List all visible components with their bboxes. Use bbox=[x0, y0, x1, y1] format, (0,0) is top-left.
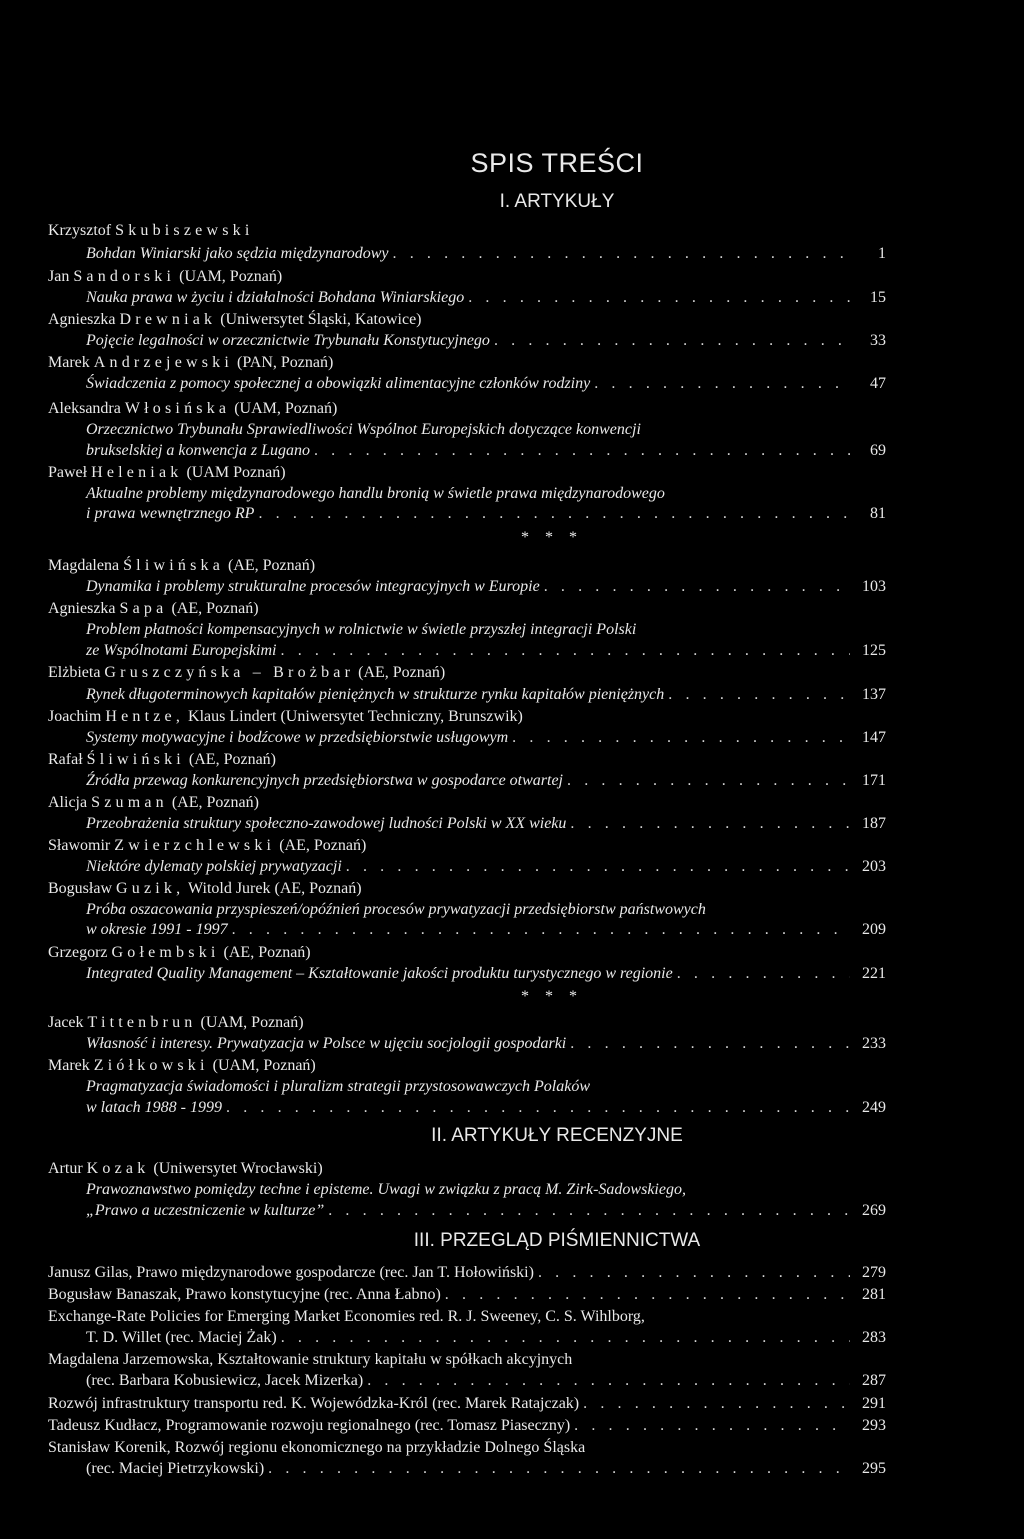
toc-entry-title-line[interactable]: Pragmatyzacja świadomości i pluralizm strategii przystosowawczych Polaków bbox=[86, 1078, 590, 1095]
toc-entry[interactable]: w latach 1988 - 1999 . . . 249 bbox=[86, 1097, 886, 1119]
author-line: Joachim Hentze, Klaus Lindert (Uniwersytet Techniczny, Brunszwik) bbox=[48, 708, 523, 725]
author-line: Marek Ziółkowski (UAM, Poznań) bbox=[48, 1057, 316, 1074]
section-heading-literature-review: III. PRZEGLĄD PIŚMIENNICTWA bbox=[413, 1230, 701, 1251]
toc-entry[interactable]: Źródła przewag konkurencyjnych przedsiębiorstwa w gospodarce otwartej . . . 171 bbox=[86, 770, 886, 792]
toc-entry-title-line[interactable]: Problem płatności kompensacyjnych w rolnictwie w świetle przyszłej integracji Polski bbox=[86, 621, 637, 638]
separator: * * * bbox=[521, 529, 583, 546]
section-heading-articles: I. ARTYKUŁY bbox=[499, 191, 615, 212]
page-number: 293 bbox=[862, 1417, 886, 1434]
author-line: Grzegorz Gołembski (AE, Poznań) bbox=[48, 944, 311, 961]
toc-entry[interactable]: w okresie 1991 - 1997 . . . 209 bbox=[86, 919, 886, 941]
page-number: 137 bbox=[862, 686, 886, 703]
author-line: Elżbieta Gruszczyńska – Brożbar (AE, Poznań) bbox=[48, 664, 446, 681]
author-line: Artur Kozak (Uniwersytet Wrocławski) bbox=[48, 1160, 323, 1177]
page-number: 283 bbox=[862, 1329, 886, 1346]
toc-entry[interactable]: Niektóre dylematy polskiej prywatyzacji . . . 203 bbox=[86, 856, 886, 878]
toc-entry[interactable]: (rec. Barbara Kobusiewicz, Jacek Mizerka) . . . 287 bbox=[86, 1370, 886, 1392]
author-line: Bogusław Guzik, Witold Jurek (AE, Poznań) bbox=[48, 880, 362, 897]
author-line: Magdalena Śliwińska (AE, Poznań) bbox=[48, 557, 316, 574]
page-number: 69 bbox=[870, 442, 886, 459]
toc-entry[interactable]: Integrated Quality Management – Kształtowanie jakości produktu turystycznego w regionie . . . 221 bbox=[86, 963, 886, 985]
page-number: 47 bbox=[870, 375, 886, 392]
author-line: Jan Sandorski (UAM, Poznań) bbox=[48, 268, 283, 285]
toc-entry[interactable]: ze Wspólnotami Europejskimi . . . 125 bbox=[86, 640, 886, 662]
page-number: 203 bbox=[862, 858, 886, 875]
author-line: Agnieszka Sapa (AE, Poznań) bbox=[48, 600, 259, 617]
toc-entry[interactable]: Przeobrażenia struktury społeczno-zawodowej ludności Polski w XX wieku . . . 187 bbox=[86, 813, 886, 835]
page-number: 81 bbox=[870, 505, 886, 522]
page-number: 1 bbox=[878, 245, 886, 262]
section-heading-review-articles: II. ARTYKUŁY RECENZYJNE bbox=[431, 1125, 683, 1146]
author-line: Alicja Szuman (AE, Poznań) bbox=[48, 794, 259, 811]
toc-entry-title-line[interactable]: Prawoznawstwo pomiędzy techne i episteme. Uwagi w związku z pracą M. Zirk-Sadowskiego, bbox=[86, 1181, 686, 1198]
page-number: 281 bbox=[862, 1286, 886, 1303]
page-number: 287 bbox=[862, 1372, 886, 1389]
author-line: Sławomir Zwierzchlewski (AE, Poznań) bbox=[48, 837, 367, 854]
author-line: Paweł Heleniak (UAM Poznań) bbox=[48, 464, 286, 481]
page-number: 187 bbox=[862, 815, 886, 832]
toc-entry[interactable]: Janusz Gilas, Prawo międzynarodowe gospodarcze (rec. Jan T. Hołowiński) . . . 279 bbox=[48, 1262, 886, 1284]
page-number: 147 bbox=[862, 729, 886, 746]
toc-entry[interactable]: Dynamika i problemy strukturalne procesów integracyjnych w Europie . . . 103 bbox=[86, 576, 886, 598]
page-number: 295 bbox=[862, 1460, 886, 1477]
toc-entry[interactable]: Bohdan Winiarski jako sędzia międzynarodowy . . . 1 bbox=[86, 243, 886, 265]
author-line: Aleksandra Włosińska (UAM, Poznań) bbox=[48, 400, 338, 417]
toc-entry[interactable]: „Prawo a uczestniczenie w kulturze” . . . 269 bbox=[86, 1200, 886, 1222]
toc-entry[interactable]: Świadczenia z pomocy społecznej a obowiązki alimentacyjne członków rodziny . . . 47 bbox=[86, 373, 886, 395]
toc-entry-title-line[interactable]: Próba oszacowania przyspieszeń/opóźnień procesów prywatyzacji przedsiębiorstw państwowych bbox=[86, 901, 706, 918]
author-line: Krzysztof Skubiszewski bbox=[48, 222, 254, 239]
toc-entry[interactable]: (rec. Maciej Pietrzykowski) . . . 295 bbox=[86, 1458, 886, 1480]
page-number: 209 bbox=[862, 921, 886, 938]
toc-entry-title-line[interactable]: Orzecznictwo Trybunału Sprawiedliwości Wspólnot Europejskich dotyczące konwencji bbox=[86, 421, 641, 438]
page-number: 221 bbox=[862, 965, 886, 982]
page-number: 249 bbox=[862, 1099, 886, 1116]
page-number: 103 bbox=[862, 578, 886, 595]
page-title: SPIS TREŚCI bbox=[470, 148, 644, 178]
toc-entry-title-line[interactable]: Aktualne problemy międzynarodowego handlu bronią w świetle prawa międzynarodowego bbox=[86, 485, 665, 502]
page-number: 279 bbox=[862, 1264, 886, 1281]
author-line: Marek Andrzejewski (PAN, Poznań) bbox=[48, 354, 334, 371]
toc-entry[interactable]: Systemy motywacyjne i bodźcowe w przedsiębiorstwie usługowym . . . 147 bbox=[86, 727, 886, 749]
author-line: Agnieszka Drewniak (Uniwersytet Śląski, Katowice) bbox=[48, 311, 422, 328]
page-number: 269 bbox=[862, 1202, 886, 1219]
toc-entry[interactable]: brukselskiej a konwencja z Lugano . . . 69 bbox=[86, 440, 886, 462]
toc-entry[interactable]: Rozwój infrastruktury transportu red. K. Wojewódzka-Król (rec. Marek Ratajczak) . . . 291 bbox=[48, 1393, 886, 1415]
page-number: 15 bbox=[870, 289, 886, 306]
page-number: 125 bbox=[862, 642, 886, 659]
toc-entry[interactable]: Rynek długoterminowych kapitałów pieniężnych w strukturze rynku kapitałów pieniężnych . . . 137 bbox=[86, 684, 886, 706]
toc-entry[interactable]: Bogusław Banaszak, Prawo konstytucyjne (rec. Anna Łabno) . . . 281 bbox=[48, 1284, 886, 1306]
toc-entry-title-line[interactable]: Magdalena Jarzemowska, Kształtowanie struktury kapitału w spółkach akcyjnych bbox=[48, 1351, 573, 1368]
page-number: 171 bbox=[862, 772, 886, 789]
page-number: 233 bbox=[862, 1035, 886, 1052]
toc-entry[interactable]: Pojęcie legalności w orzecznictwie Trybunału Konstytucyjnego . . . 33 bbox=[86, 330, 886, 352]
separator: * * * bbox=[521, 988, 583, 1005]
toc-entry[interactable]: Własność i interesy. Prywatyzacja w Polsce w ujęciu socjologii gospodarki . . . 233 bbox=[86, 1033, 886, 1055]
toc-entry-title-line[interactable]: Stanisław Korenik, Rozwój regionu ekonomicznego na przykładzie Dolnego Śląska bbox=[48, 1439, 586, 1456]
toc-entry[interactable]: Nauka prawa w życiu i działalności Bohdana Winiarskiego . . . 15 bbox=[86, 287, 886, 309]
page-number: 33 bbox=[870, 332, 886, 349]
toc-entry[interactable]: T. D. Willet (rec. Maciej Żak) . . . 283 bbox=[86, 1327, 886, 1349]
author-line: Rafał Śliwiński (AE, Poznań) bbox=[48, 751, 277, 768]
toc-entry-title-line[interactable]: Exchange-Rate Policies for Emerging Market Economies red. R. J. Sweeney, C. S. Wihlborg, bbox=[48, 1308, 645, 1325]
toc-entry[interactable]: Tadeusz Kudłacz, Programowanie rozwoju regionalnego (rec. Tomasz Piaseczny) . . . 293 bbox=[48, 1415, 886, 1437]
toc-entry[interactable]: i prawa wewnętrznego RP . . . 81 bbox=[86, 503, 886, 525]
page-number: 291 bbox=[862, 1395, 886, 1412]
author-line: Jacek Tittenbrun (UAM, Poznań) bbox=[48, 1014, 304, 1031]
